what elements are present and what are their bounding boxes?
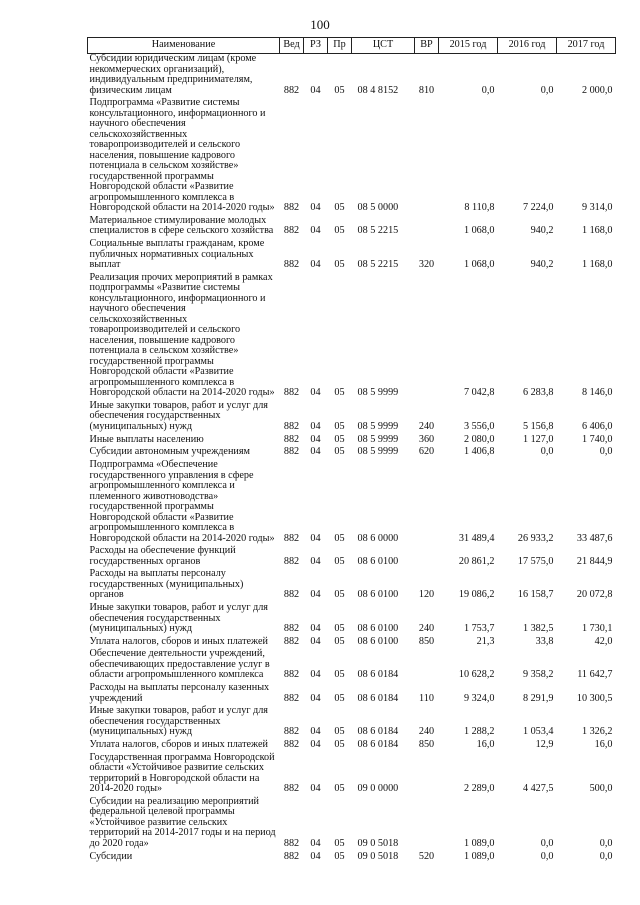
row-value-2015: 16,0 xyxy=(476,739,495,750)
row-value-2015: 0,0 xyxy=(481,84,495,96)
row-value-2017: 2 000,0 xyxy=(581,84,613,96)
row-value-2017: 9 314,0 xyxy=(581,202,613,214)
row-ved: 882 xyxy=(283,202,300,214)
row-ved: 882 xyxy=(283,259,300,271)
row-value-2015: 19 086,2 xyxy=(458,589,495,601)
row-vr xyxy=(415,649,439,683)
row-value-2015: 1 068,0 xyxy=(463,225,495,237)
table-body xyxy=(88,54,616,865)
row-ved: 882 xyxy=(283,446,300,458)
row-vr xyxy=(415,216,439,239)
row-value-2016: 940,2 xyxy=(530,225,554,237)
row-value-2016: 8 291,9 xyxy=(522,692,554,704)
row-cst: 08 6 0100 xyxy=(357,589,399,601)
row-pr: 05 xyxy=(334,726,345,738)
page-number: 100 xyxy=(310,17,330,32)
row-vr xyxy=(415,460,439,546)
row-rz: 04 xyxy=(310,726,321,738)
table-row xyxy=(88,753,616,797)
row-pr: 05 xyxy=(334,739,345,750)
row-rz: 04 xyxy=(310,446,321,458)
row-value-2017: 1 168,0 xyxy=(581,225,613,237)
row-rz: 04 xyxy=(310,635,321,647)
row-rz: 04 xyxy=(310,692,321,704)
row-value-2015: 1 068,0 xyxy=(463,259,495,271)
row-value-2017: 1 730,1 xyxy=(581,623,613,635)
row-vr: 850 xyxy=(418,635,435,647)
row-cst: 08 6 0100 xyxy=(357,555,399,567)
row-pr: 05 xyxy=(334,783,345,795)
table-row xyxy=(88,797,616,852)
table-row xyxy=(88,460,616,546)
budget-table xyxy=(87,37,616,864)
row-name: Расходы на выплаты персоналу государственных (муниципальных) органов xyxy=(89,568,244,601)
row-cst: 08 6 0184 xyxy=(357,669,399,681)
row-cst: 08 6 0184 xyxy=(357,739,399,750)
row-pr: 05 xyxy=(334,589,345,601)
header-vr: ВР xyxy=(415,38,439,54)
row-value-2015: 9 324,0 xyxy=(463,692,495,704)
row-rz: 04 xyxy=(310,739,321,750)
row-vr xyxy=(415,546,439,569)
row-pr: 05 xyxy=(334,387,345,399)
row-rz: 04 xyxy=(310,783,321,795)
row-pr: 05 xyxy=(334,669,345,681)
row-vr xyxy=(415,273,439,401)
row-cst: 08 5 2215 xyxy=(357,259,399,271)
row-value-2017: 20 072,8 xyxy=(576,589,613,601)
row-cst: 08 5 2215 xyxy=(357,225,399,237)
row-pr: 05 xyxy=(334,635,345,647)
row-value-2017: 1 740,0 xyxy=(581,433,613,445)
row-ved: 882 xyxy=(283,726,300,738)
row-value-2015: 10 628,2 xyxy=(458,669,495,681)
row-cst: 08 5 9999 xyxy=(357,387,399,399)
row-pr: 05 xyxy=(334,532,345,544)
row-name: Материальное стимулирование молодых специалистов в сфере сельского хозяйства xyxy=(89,214,274,237)
row-vr: 120 xyxy=(418,589,435,601)
row-value-2015: 31 489,4 xyxy=(458,532,495,544)
row-value-2015: 2 080,0 xyxy=(463,433,495,445)
row-value-2016: 0,0 xyxy=(540,850,554,862)
row-pr: 05 xyxy=(334,420,345,432)
row-ved: 882 xyxy=(283,783,300,795)
row-value-2016: 16 158,7 xyxy=(517,589,554,601)
row-vr: 520 xyxy=(418,850,435,862)
row-value-2017: 8 146,0 xyxy=(581,387,613,399)
row-rz: 04 xyxy=(310,555,321,567)
row-value-2017: 42,0 xyxy=(594,635,613,647)
row-cst: 08 6 0100 xyxy=(357,623,399,635)
row-value-2015: 21,3 xyxy=(476,635,495,647)
row-pr: 05 xyxy=(334,837,345,849)
row-name: Иные закупки товаров, работ и услуг для обеспечения государственных (муниципальных) нужд xyxy=(89,399,268,432)
row-value-2017: 1 326,2 xyxy=(581,726,613,738)
row-name: Субсидии юридическим лицам (кроме некоммерческих организаций), индивидуальным предпринимателям, физическим лицам xyxy=(89,53,257,96)
row-rz: 04 xyxy=(310,387,321,399)
row-ved: 882 xyxy=(283,669,300,681)
row-name: Обеспечение деятельности учреждений, обеспечивающих предоставление услуг в области агропромышленного комплекса xyxy=(89,648,270,681)
row-pr: 05 xyxy=(334,202,345,214)
row-value-2016: 33,8 xyxy=(535,635,554,647)
row-name: Субсидии автономным учреждениям xyxy=(89,446,250,458)
row-name: Подпрограмма «Обеспечение государственного управления в сфере агропромышленного комплекса и племенного животноводства» государственной программы Новгородской области «Развитие агропромышленного комплекса в Новгородской области на 2014-2020 годы» xyxy=(89,459,275,544)
row-ved: 882 xyxy=(283,532,300,544)
row-name: Социальные выплаты гражданам, кроме публичных нормативных социальных выплат xyxy=(89,238,265,271)
row-pr: 05 xyxy=(334,84,345,96)
header-2017: 2017 год xyxy=(557,38,616,54)
row-ved: 882 xyxy=(283,589,300,601)
row-value-2016: 0,0 xyxy=(540,84,554,96)
row-name: Государственная программа Новгородской области «Устойчивое развитие сельских территорий в Новгородской области на 2014-2020 годы» xyxy=(89,751,275,795)
table-row xyxy=(88,273,616,401)
row-value-2016: 0,0 xyxy=(540,446,554,458)
row-value-2017: 21 844,9 xyxy=(576,555,613,567)
table-row xyxy=(88,706,616,740)
row-rz: 04 xyxy=(310,84,321,96)
row-rz: 04 xyxy=(310,433,321,445)
table-row xyxy=(88,683,616,706)
row-cst: 08 5 9999 xyxy=(357,420,399,432)
row-name: Субсидии xyxy=(89,850,133,862)
table-row xyxy=(88,740,616,753)
row-ved: 882 xyxy=(283,387,300,399)
row-value-2015: 1 406,8 xyxy=(463,446,495,458)
table-row xyxy=(88,852,616,865)
row-value-2017: 0,0 xyxy=(599,446,613,458)
row-value-2017: 6 406,0 xyxy=(581,420,613,432)
table-row xyxy=(88,546,616,569)
row-value-2016: 0,0 xyxy=(540,837,554,849)
header-ved: Вед xyxy=(280,38,304,54)
row-rz: 04 xyxy=(310,850,321,862)
row-value-2015: 1 288,2 xyxy=(463,726,495,738)
row-cst: 09 0 0000 xyxy=(357,783,399,795)
row-ved: 882 xyxy=(283,225,300,237)
row-vr: 620 xyxy=(418,446,435,458)
row-pr: 05 xyxy=(334,555,345,567)
header-2015: 2015 год xyxy=(439,38,498,54)
row-name: Субсидии на реализацию мероприятий федеральной целевой программы «Устойчивое развитие сельских территорий на 2014-2017 годы и на период до 2020 года» xyxy=(89,795,276,849)
table-row xyxy=(88,401,616,435)
row-vr: 240 xyxy=(418,726,435,738)
row-ved: 882 xyxy=(283,623,300,635)
row-value-2015: 20 861,2 xyxy=(458,555,495,567)
row-value-2017: 11 642,7 xyxy=(577,669,613,681)
row-value-2016: 1 382,5 xyxy=(522,623,554,635)
row-name: Подпрограмма «Развитие системы консультационного, информационного и научного обеспечения сельскохозяйственных товаропроизводителей и сельского населения, повышение кадрового потенциала в сельском хозяйстве» государственной программы Новгородской области «Развитие агропромышленного комплекса в Новгородской области на 2014-2020 годы» xyxy=(89,97,275,214)
header-pr: Пр xyxy=(328,38,352,54)
row-rz: 04 xyxy=(310,420,321,432)
table-header-row xyxy=(88,38,616,54)
table-row xyxy=(88,569,616,603)
row-ved: 882 xyxy=(283,420,300,432)
row-value-2015: 1 089,0 xyxy=(463,850,495,862)
row-value-2016: 12,9 xyxy=(535,739,554,750)
row-value-2016: 9 358,2 xyxy=(522,669,554,681)
row-value-2016: 1 053,4 xyxy=(522,726,554,738)
row-cst: 08 4 8152 xyxy=(357,84,399,96)
row-value-2017: 10 300,5 xyxy=(576,692,613,704)
row-value-2015: 1 089,0 xyxy=(463,837,495,849)
row-vr: 320 xyxy=(418,259,435,271)
row-value-2017: 1 168,0 xyxy=(581,259,613,271)
row-cst: 08 6 0100 xyxy=(357,635,399,647)
row-ved: 882 xyxy=(283,635,300,647)
row-cst: 08 5 9999 xyxy=(357,446,399,458)
row-value-2016: 4 427,5 xyxy=(522,783,554,795)
row-ved: 882 xyxy=(283,739,300,750)
row-pr: 05 xyxy=(334,259,345,271)
row-vr xyxy=(415,98,439,216)
row-value-2015: 7 042,8 xyxy=(463,387,495,399)
row-rz: 04 xyxy=(310,623,321,635)
header-name: Наименование xyxy=(88,38,280,54)
table-row xyxy=(88,603,616,637)
row-value-2017: 0,0 xyxy=(599,837,613,849)
row-value-2017: 500,0 xyxy=(589,783,613,795)
header-cst: ЦСТ xyxy=(352,38,415,54)
row-vr: 360 xyxy=(418,433,435,445)
row-vr xyxy=(415,753,439,797)
row-value-2015: 1 753,7 xyxy=(463,623,495,635)
table-row xyxy=(88,649,616,683)
row-rz: 04 xyxy=(310,669,321,681)
row-name: Уплата налогов, сборов и иных платежей xyxy=(89,739,268,750)
row-ved: 882 xyxy=(283,692,300,704)
row-pr: 05 xyxy=(334,446,345,458)
row-rz: 04 xyxy=(310,837,321,849)
row-value-2016: 5 156,8 xyxy=(522,420,554,432)
row-cst: 08 5 0000 xyxy=(357,202,399,214)
row-pr: 05 xyxy=(334,850,345,862)
row-cst: 09 0 5018 xyxy=(357,837,399,849)
row-rz: 04 xyxy=(310,225,321,237)
row-vr: 110 xyxy=(419,692,434,704)
row-name: Расходы на обеспечение функций государственных органов xyxy=(89,545,236,567)
row-value-2015: 2 289,0 xyxy=(463,783,495,795)
table-row xyxy=(88,216,616,239)
row-value-2015: 8 110,8 xyxy=(464,202,495,214)
row-ved: 882 xyxy=(283,84,300,96)
row-ved: 882 xyxy=(283,850,300,862)
row-value-2016: 26 933,2 xyxy=(517,532,554,544)
row-name: Реализация прочих мероприятий в рамках подпрограммы «Развитие системы консультационного, информационного и научного обеспечения сельскохозяйственных товаропроизводителей и сельского населения, повышение кадрового потенциала в сельском хозяйстве» государственной программы Новгородской области «Развитие агропромышленного комплекса в Новгородской области на 2014-2020 годы» xyxy=(89,271,275,399)
row-pr: 05 xyxy=(334,433,345,445)
table-row xyxy=(88,239,616,273)
row-pr: 05 xyxy=(334,692,345,704)
row-ved: 882 xyxy=(283,837,300,849)
row-vr: 240 xyxy=(418,420,435,432)
row-name: Иные закупки товаров, работ и услуг для обеспечения государственных (муниципальных) нужд xyxy=(89,705,268,738)
row-cst: 09 0 5018 xyxy=(357,850,399,862)
row-rz: 04 xyxy=(310,259,321,271)
row-cst: 08 6 0184 xyxy=(357,692,399,704)
row-value-2015: 3 556,0 xyxy=(463,420,495,432)
row-cst: 08 6 0184 xyxy=(357,726,399,738)
row-value-2017: 0,0 xyxy=(599,850,613,862)
row-value-2017: 16,0 xyxy=(594,739,613,750)
row-pr: 05 xyxy=(334,623,345,635)
row-value-2016: 940,2 xyxy=(530,259,554,271)
row-name: Уплата налогов, сборов и иных платежей xyxy=(89,635,268,647)
header-2016: 2016 год xyxy=(498,38,557,54)
row-ved: 882 xyxy=(283,433,300,445)
row-value-2016: 1 127,0 xyxy=(522,433,554,445)
row-cst: 08 6 0000 xyxy=(357,532,399,544)
row-vr: 850 xyxy=(418,739,435,750)
table-row xyxy=(88,98,616,216)
row-rz: 04 xyxy=(310,202,321,214)
row-name: Иные выплаты населению xyxy=(89,433,204,445)
row-value-2016: 7 224,0 xyxy=(522,202,554,214)
row-rz: 04 xyxy=(310,532,321,544)
row-ved: 882 xyxy=(283,555,300,567)
row-vr: 240 xyxy=(418,623,435,635)
row-vr xyxy=(415,797,439,852)
header-rz: РЗ xyxy=(304,38,328,54)
row-value-2016: 17 575,0 xyxy=(517,555,554,567)
row-value-2016: 6 283,8 xyxy=(522,387,554,399)
row-name: Иные закупки товаров, работ и услуг для обеспечения государственных (муниципальных) нужд xyxy=(89,602,268,635)
row-rz: 04 xyxy=(310,589,321,601)
row-value-2017: 33 487,6 xyxy=(576,532,613,544)
row-cst: 08 5 9999 xyxy=(357,433,399,445)
row-name: Расходы на выплаты персоналу казенных учреждений xyxy=(89,682,270,704)
row-pr: 05 xyxy=(334,225,345,237)
table-row xyxy=(88,54,616,99)
row-vr: 810 xyxy=(418,84,435,96)
